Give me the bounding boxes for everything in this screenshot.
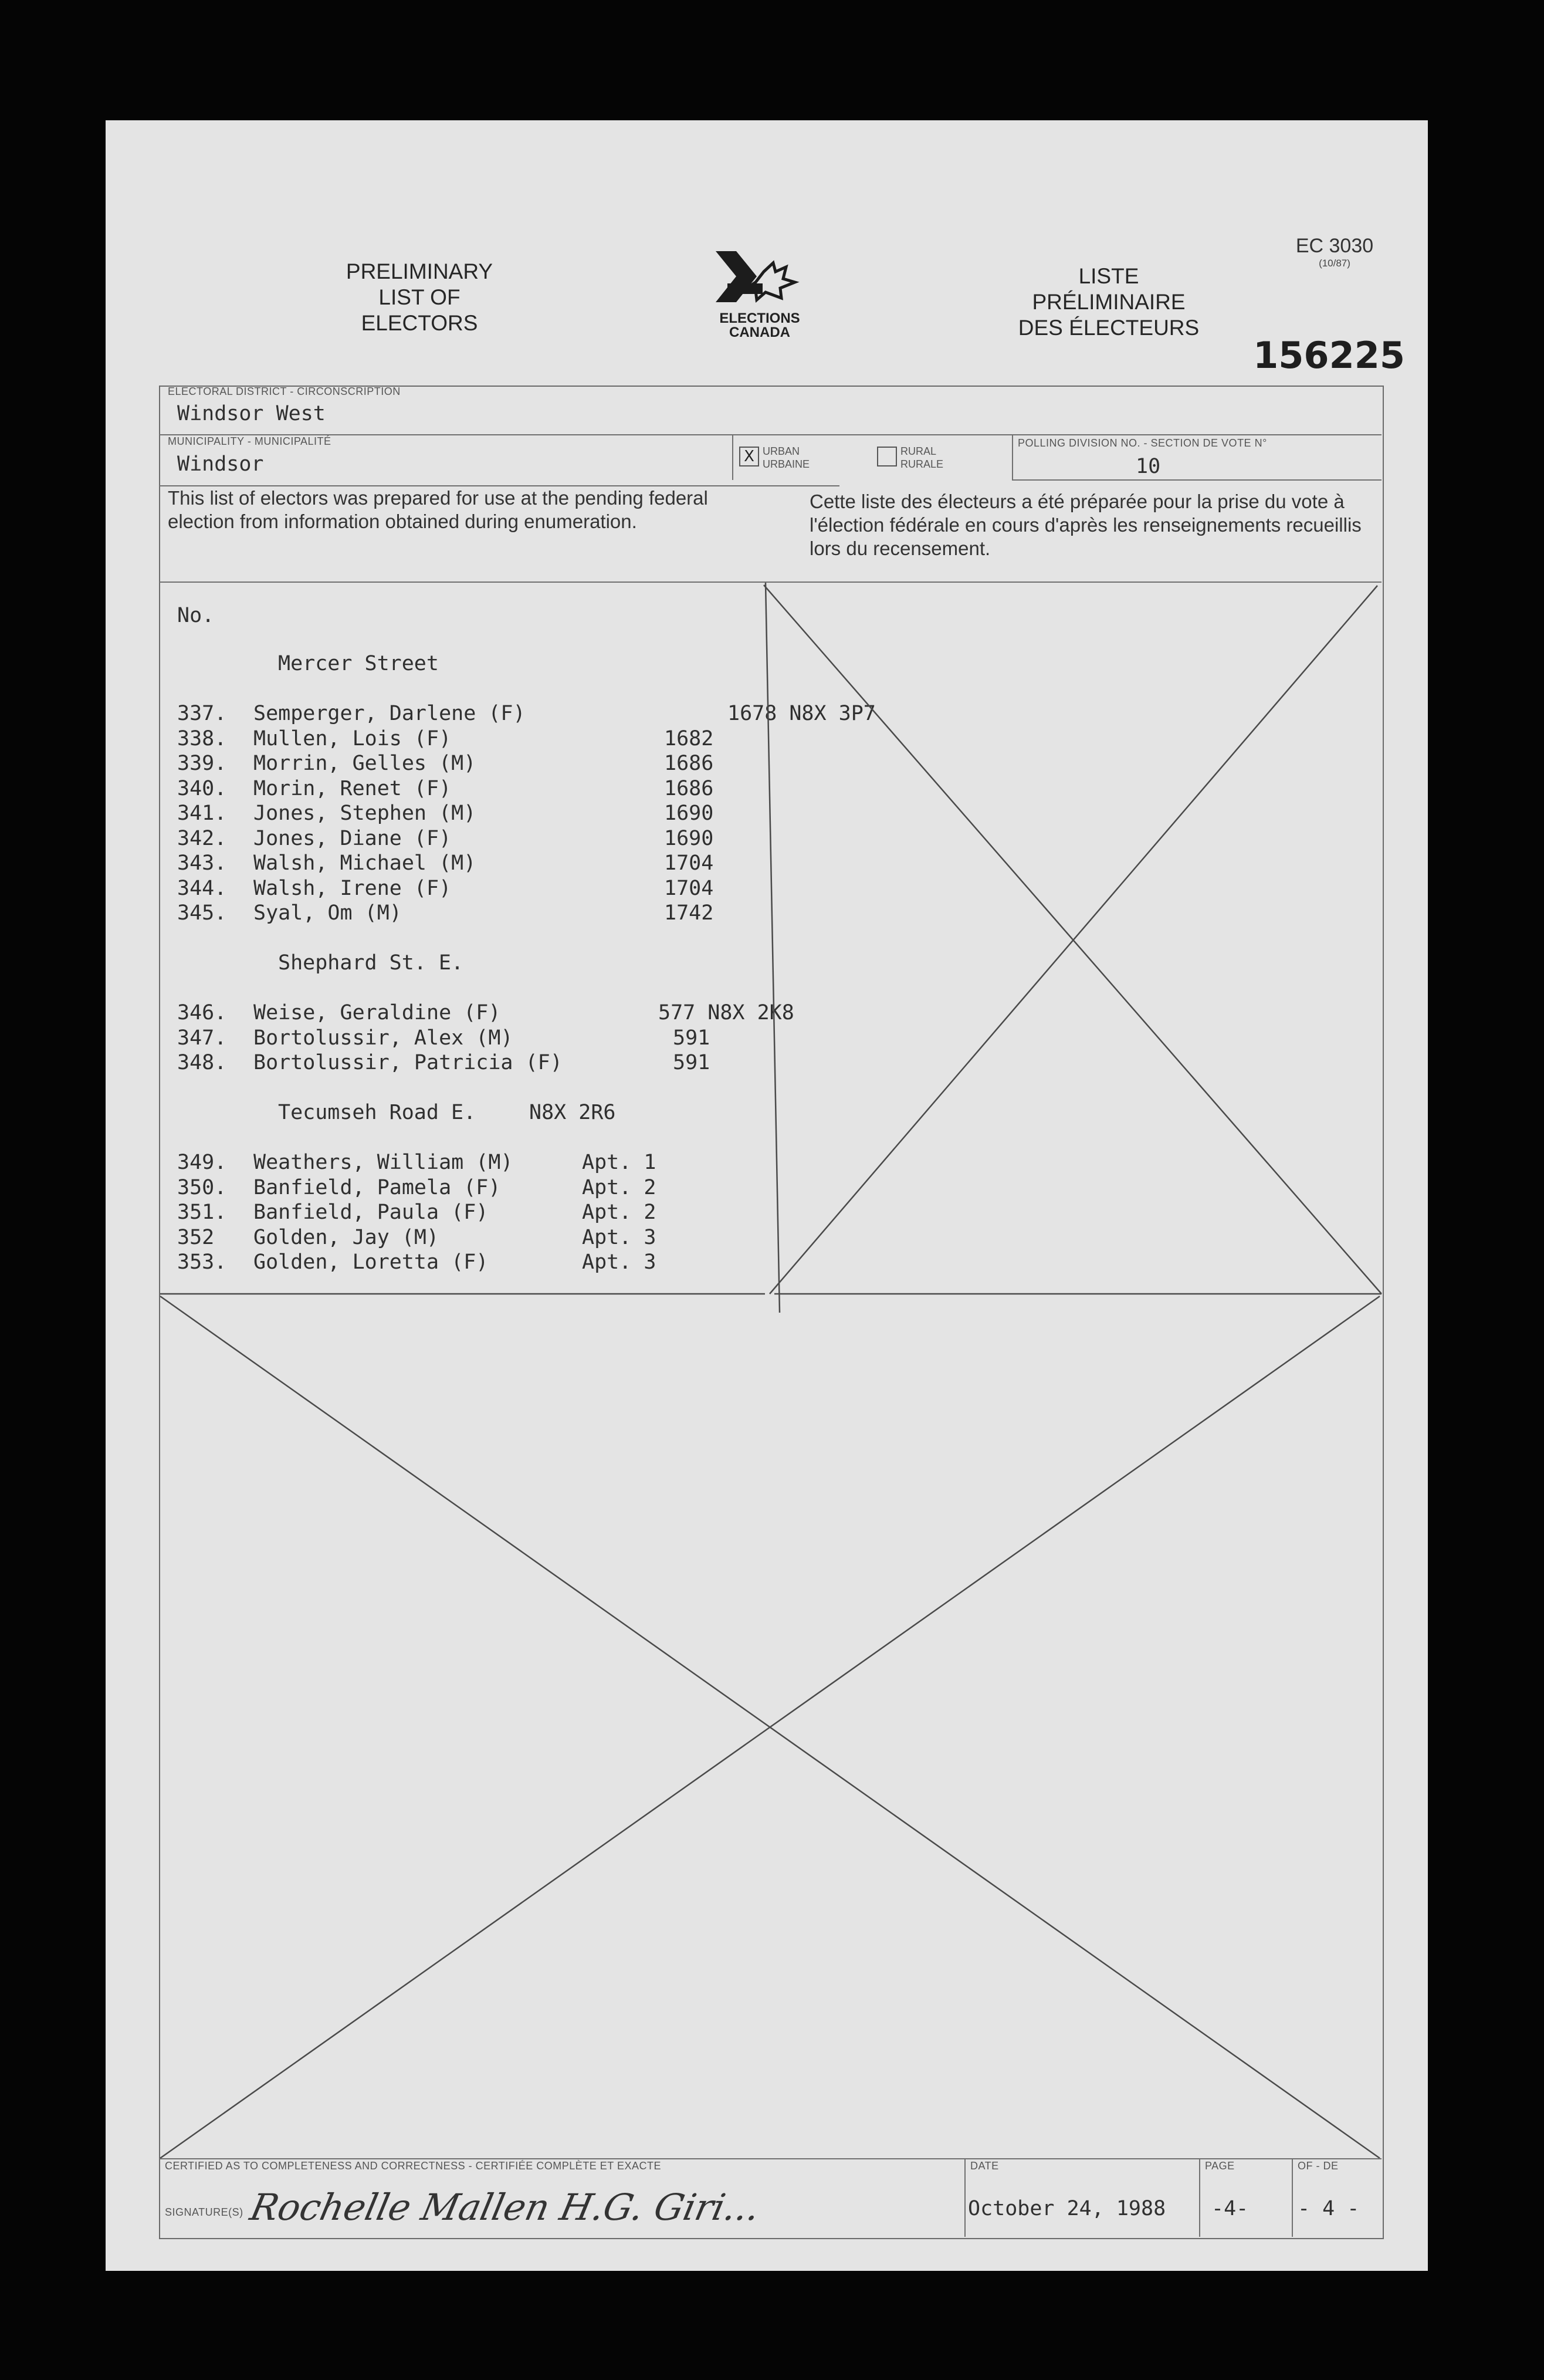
- elector-number: 345.: [177, 901, 227, 925]
- elector-number: 338.: [177, 726, 227, 750]
- district-label: ELECTORAL DISTRICT - CIRCONSCRIPTION: [168, 386, 401, 397]
- elector-number: 342.: [177, 826, 227, 850]
- signature-text: Rochelle Mallen H.G. Giri...: [246, 2186, 764, 2229]
- divider: [1199, 2158, 1200, 2237]
- elector-name: Syal, Om (M): [253, 901, 402, 925]
- list-no-header: No.: [177, 604, 215, 627]
- elector-name: Weise, Geraldine (F): [253, 1001, 501, 1025]
- elector-name: Mullen, Lois (F): [253, 726, 452, 750]
- elector-number: 341.: [177, 802, 227, 825]
- elector-name: Morrin, Gelles (M): [253, 752, 476, 775]
- street-name: Tecumseh Road E.: [278, 1101, 476, 1124]
- elector-address: Apt. 1: [582, 1151, 656, 1174]
- logo-text-line-2: CANADA: [729, 324, 790, 340]
- title-en-line-1: PRELIMINARY: [346, 259, 493, 283]
- title-fr-line-2: PRÉLIMINAIRE: [1032, 290, 1186, 314]
- page-value: -4-: [1211, 2197, 1249, 2220]
- elector-number: 346.: [177, 1001, 227, 1025]
- title-fr-line-3: DES ÉLECTEURS: [1018, 316, 1200, 340]
- elector-name: Golden, Loretta (F): [253, 1250, 489, 1274]
- district-value: Windsor West: [177, 402, 326, 425]
- elector-address: 1690: [664, 826, 714, 850]
- elector-address: 1704: [664, 876, 714, 900]
- street-postal-code: N8X 2R6: [529, 1101, 616, 1124]
- statement-english: This list of electors was prepared for use at the pending federal election from information obtained during enumeration.: [168, 487, 708, 532]
- elector-number: 352: [177, 1225, 215, 1249]
- elector-address: Apt. 2: [582, 1175, 656, 1199]
- elector-number: 340.: [177, 776, 227, 800]
- urban-label-fr: URBAINE: [763, 458, 810, 470]
- polling-label: POLLING DIVISION NO. - SECTION DE VOTE N°: [1018, 437, 1267, 449]
- rural-label-fr: RURALE: [900, 458, 944, 470]
- elector-name: Bortolussir, Patricia (F): [253, 1051, 563, 1074]
- title-en-line-2: LIST OF: [378, 285, 461, 309]
- street-name: Mercer Street: [278, 652, 439, 675]
- elector-address: 577 N8X 2K8: [658, 1001, 794, 1025]
- elector-address: Apt. 2: [582, 1201, 656, 1224]
- elector-name: Weathers, William (M): [253, 1151, 513, 1174]
- elector-address: Apt. 3: [582, 1225, 656, 1249]
- elector-name: Jones, Diane (F): [253, 826, 452, 850]
- elector-address: 1682: [664, 726, 714, 750]
- crossout-lines: [106, 120, 1428, 2271]
- crossout-line-right-a: [764, 585, 1382, 1294]
- elector-number: 351.: [177, 1201, 227, 1224]
- elector-address: 1690: [664, 802, 714, 825]
- elector-number: 344.: [177, 876, 227, 900]
- elector-name: Walsh, Michael (M): [253, 851, 476, 875]
- elector-name: Bortolussir, Alex (M): [253, 1026, 513, 1050]
- serial-number: 156225: [1253, 334, 1405, 377]
- elector-address: 1704: [664, 851, 714, 875]
- title-fr-line-1: LISTE: [1078, 264, 1139, 288]
- crossout-line-right-b: [770, 586, 1377, 1294]
- elector-address: 591: [673, 1051, 710, 1074]
- elector-number: 337.: [177, 702, 227, 725]
- form-date-text: (10/87): [1319, 258, 1350, 269]
- elector-number: 350.: [177, 1175, 227, 1199]
- rural-label-en: RURAL: [900, 445, 937, 457]
- divider: [964, 2158, 966, 2237]
- page-label: PAGE: [1205, 2160, 1235, 2172]
- statement-french: Cette liste des électeurs a été préparée pour la prise du vote à l'élection fédérale en cours d'après les renseignements recueillis lors du recensement.: [810, 491, 1362, 559]
- form-code-text: EC 3030: [1295, 235, 1374, 257]
- elector-name: Banfield, Paula (F): [253, 1201, 489, 1224]
- divider: [159, 2158, 1382, 2159]
- municipality-label: MUNICIPALITY - MUNICIPALITÉ: [168, 435, 331, 447]
- elector-number: 349.: [177, 1151, 227, 1174]
- urban-check-mark: X: [744, 448, 754, 465]
- elector-name: Morin, Renet (F): [253, 776, 452, 800]
- of-value: - 4 -: [1298, 2197, 1360, 2220]
- list-column-divider: [766, 583, 780, 1313]
- date-value: October 24, 1988: [968, 2197, 1166, 2220]
- elector-number: 343.: [177, 851, 227, 875]
- elector-address: 1678 N8X 3P7: [727, 702, 876, 725]
- elector-name: Walsh, Irene (F): [253, 876, 452, 900]
- elector-number: 339.: [177, 752, 227, 775]
- municipality-value: Windsor: [177, 452, 264, 476]
- polling-value: 10: [1136, 455, 1161, 478]
- elector-name: Jones, Stephen (M): [253, 802, 476, 825]
- street-name: Shephard St. E.: [278, 951, 464, 975]
- elector-number: 347.: [177, 1026, 227, 1050]
- elector-name: Semperger, Darlene (F): [253, 702, 526, 725]
- elector-number: 353.: [177, 1250, 227, 1274]
- form-sheet: [106, 120, 1428, 2271]
- elector-name: Golden, Jay (M): [253, 1225, 439, 1249]
- date-label: DATE: [970, 2160, 999, 2172]
- of-label: OF - DE: [1298, 2160, 1339, 2172]
- divider: [1292, 2158, 1293, 2237]
- elector-number: 348.: [177, 1051, 227, 1074]
- elector-address: 1686: [664, 752, 714, 775]
- elector-address: 1686: [664, 776, 714, 800]
- logo-text-line-1: ELECTIONS: [719, 310, 800, 326]
- elector-name: Banfield, Pamela (F): [253, 1175, 501, 1199]
- elector-address: 591: [673, 1026, 710, 1050]
- signature-label: SIGNATURE(S): [165, 2206, 243, 2218]
- title-en-line-3: ELECTORS: [361, 311, 478, 335]
- elector-address: Apt. 3: [582, 1250, 656, 1274]
- urban-label-en: URBAN: [763, 445, 800, 457]
- elector-address: 1742: [664, 901, 714, 925]
- certified-label: CERTIFIED AS TO COMPLETENESS AND CORRECTNESS - CERTIFIÉE COMPLÈTE ET EXACTE: [165, 2160, 661, 2172]
